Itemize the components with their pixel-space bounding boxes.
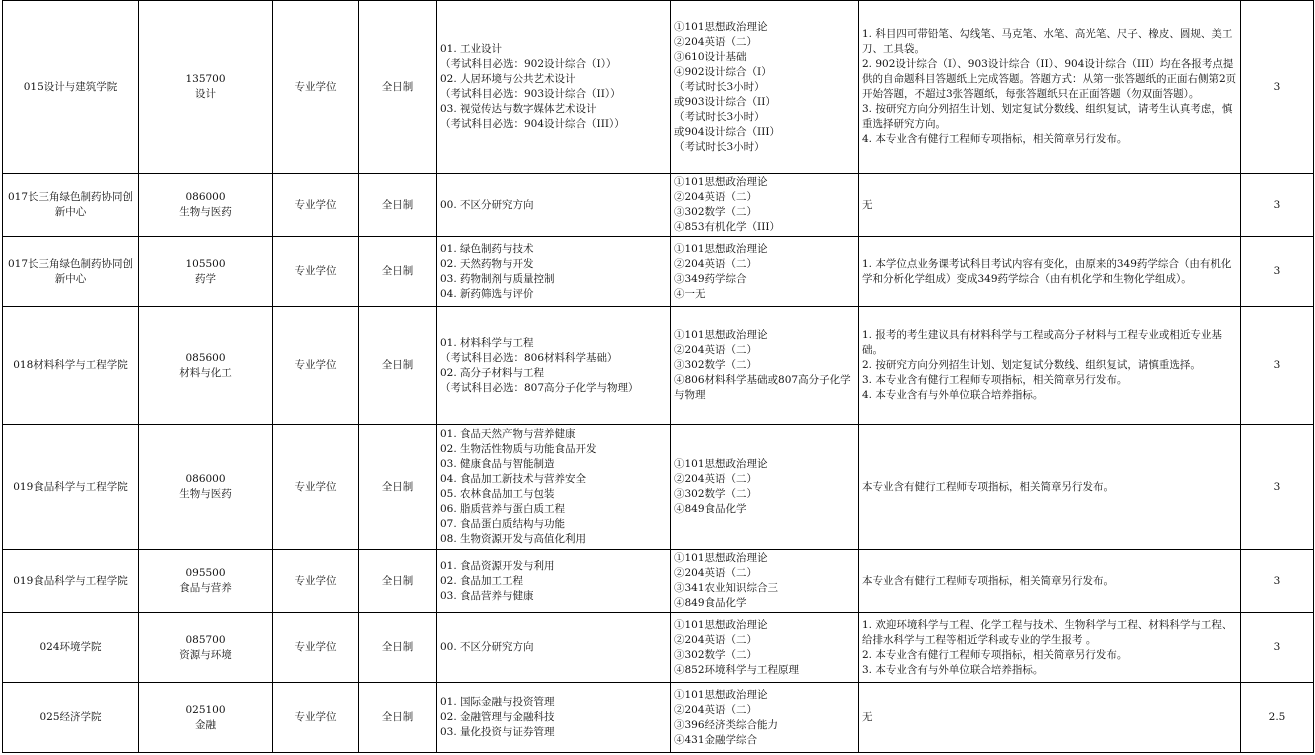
remark-item: 3. 按研究方向分列招生计划、划定复试分数线、组织复试，请考生认真考虑，慎重选择研究方向。 — [862, 103, 1233, 130]
study-mode: 全日制 — [381, 480, 414, 493]
exam-subject: ①101思想政治理论 — [674, 552, 768, 564]
study-years: 3 — [1273, 198, 1281, 211]
research-direction: 06. 脂质营养与蛋白质工程 — [440, 503, 566, 515]
table-body — [3, 1, 1314, 753]
college-cell — [3, 237, 139, 307]
college-cell — [3, 307, 139, 425]
table-row — [3, 1, 1314, 174]
major-cell — [139, 683, 273, 753]
research-directions-cell — [437, 425, 671, 550]
table-row — [3, 550, 1314, 613]
exam-subjects-cell — [671, 550, 859, 613]
exam-subjects-cell — [671, 307, 859, 425]
research-direction: 04. 食品加工新技术与营养安全 — [440, 473, 587, 485]
college-cell — [3, 550, 139, 613]
study-mode-cell — [359, 237, 437, 307]
degree-type: 专业学位 — [294, 80, 337, 93]
research-direction: 08. 生物资源开发与高值化利用 — [440, 533, 587, 545]
research-direction: 02. 天然药物与开发 — [440, 257, 534, 270]
research-direction: 00. 不区分研究方向 — [440, 641, 534, 653]
exam-subject: ③341农业知识综合三 — [674, 582, 779, 594]
study-years-cell — [1241, 550, 1314, 613]
exam-subject: ②204英语（二） — [674, 633, 758, 646]
exam-subject: ④852环境科学与工程原理 — [674, 663, 800, 676]
study-mode-cell — [359, 1, 437, 174]
degree-type-cell — [273, 1, 359, 174]
college-name: 025经济学院 — [39, 711, 102, 723]
research-direction: 03. 量化投资与证券管理 — [440, 726, 555, 738]
exam-subject: ④一无 — [674, 287, 706, 300]
major-cell — [139, 425, 273, 550]
college-cell — [3, 1, 139, 174]
remarks-cell — [859, 425, 1241, 550]
exam-subject: ④806材料科学基础或807高分子化学与物理 — [674, 374, 851, 401]
exam-subject: ①101思想政治理论 — [674, 176, 768, 188]
table-row — [3, 237, 1314, 307]
research-direction: 02. 生物活性物质与功能食品开发 — [440, 443, 597, 455]
exam-subject: ②204英语（二） — [674, 191, 758, 203]
study-years-cell — [1241, 307, 1314, 425]
study-mode: 全日制 — [381, 711, 414, 723]
degree-type: 专业学位 — [294, 711, 337, 723]
research-direction: （考试科目必选：807高分子化学与物理） — [440, 381, 639, 394]
exam-subject: （考试时长3小时） — [674, 110, 765, 123]
college-cell — [3, 425, 139, 550]
table-row — [3, 683, 1314, 753]
research-directions-cell — [437, 613, 671, 683]
research-direction: 01. 工业设计 — [440, 43, 503, 55]
exam-subject: ②204英语（二） — [674, 567, 758, 579]
exam-subject: ③396经济类综合能力 — [674, 718, 779, 731]
college-name: 017长三角绿色制药协同创新中心 — [7, 257, 134, 285]
degree-type-cell — [273, 425, 359, 550]
research-directions-cell — [437, 174, 671, 237]
college-cell — [3, 174, 139, 237]
exam-subject: 或904设计综合（III） — [674, 125, 780, 138]
enrollment-table — [2, 0, 1314, 753]
major-cell — [139, 307, 273, 425]
degree-type: 专业学位 — [294, 574, 337, 587]
exam-subjects-cell — [671, 683, 859, 753]
study-mode-cell — [359, 425, 437, 550]
study-years-cell — [1241, 237, 1314, 307]
major-code: 095500 — [185, 567, 226, 579]
exam-subject: ①101思想政治理论 — [674, 329, 768, 341]
study-years: 3 — [1273, 480, 1281, 493]
research-direction: 00. 不区分研究方向 — [440, 198, 534, 211]
research-directions-cell — [437, 1, 671, 174]
research-directions-cell — [437, 550, 671, 613]
study-years-cell — [1241, 613, 1314, 683]
exam-subject: ③610设计基础 — [674, 50, 747, 63]
table-row — [3, 613, 1314, 683]
exam-subject: ①101思想政治理论 — [674, 242, 768, 255]
exam-subject: ②204英语（二） — [674, 35, 758, 48]
major-name: 药学 — [195, 272, 216, 285]
study-mode: 全日制 — [381, 198, 414, 211]
degree-type: 专业学位 — [294, 265, 337, 277]
remark-item: 本专业含有健行工程师专项指标，相关简章另行发布。 — [862, 574, 1114, 587]
degree-type-cell — [273, 237, 359, 307]
exam-subject: ③302数学（二） — [674, 648, 758, 661]
remark-item: 无 — [862, 711, 873, 723]
exam-subject: 或903设计综合（II） — [674, 95, 776, 108]
degree-type: 专业学位 — [294, 641, 337, 653]
college-name: 017长三角绿色制药协同创新中心 — [7, 191, 134, 218]
study-years-cell — [1241, 425, 1314, 550]
study-mode-cell — [359, 683, 437, 753]
research-direction: 05. 农林食品加工与包装 — [440, 488, 555, 500]
college-cell — [3, 683, 139, 753]
study-mode: 全日制 — [381, 359, 414, 371]
study-mode: 全日制 — [381, 265, 414, 277]
remark-item: 2. 本专业含有健行工程师专项指标，相关简章另行发布。 — [862, 648, 1128, 661]
research-direction: 03. 食品营养与健康 — [440, 589, 534, 602]
table-row — [3, 425, 1314, 550]
college-name: 015设计与建筑学院 — [23, 80, 118, 93]
research-direction: 02. 金融管理与金融科技 — [440, 711, 555, 723]
degree-type-cell — [273, 307, 359, 425]
exam-subject: （考试时长3小时） — [674, 140, 765, 153]
exam-subject: ①101思想政治理论 — [674, 458, 768, 470]
research-direction: （考试科目必选：904设计综合（III）） — [440, 118, 625, 130]
degree-type-cell — [273, 613, 359, 683]
degree-type-cell — [273, 174, 359, 237]
college-name: 024环境学院 — [39, 641, 102, 653]
remark-item: 4. 本专业含有健行工程师专项指标，相关简章另行发布。 — [862, 133, 1128, 145]
major-code: 086000 — [185, 473, 226, 485]
research-direction: 01. 国际金融与投资管理 — [440, 696, 555, 708]
study-mode-cell — [359, 174, 437, 237]
exam-subject: ③302数学（二） — [674, 359, 758, 371]
research-direction: 02. 高分子材料与工程 — [440, 366, 545, 379]
major-code: 085600 — [185, 351, 226, 364]
remark-item: 3. 本专业含有健行工程师专项指标，相关简章另行发布。 — [862, 374, 1128, 386]
research-direction: 02. 人居环境与公共艺术设计 — [440, 73, 576, 85]
remarks-cell — [859, 307, 1241, 425]
study-years: 3 — [1273, 265, 1281, 277]
degree-type: 专业学位 — [294, 198, 337, 211]
exam-subject: ①101思想政治理论 — [674, 20, 768, 33]
exam-subjects-cell — [671, 613, 859, 683]
major-name: 生物与医药 — [179, 206, 232, 218]
college-name: 019食品科学与工程学院 — [13, 574, 128, 587]
exam-subjects-cell — [671, 237, 859, 307]
research-direction: （考试科目必选：902设计综合（I）） — [440, 58, 617, 70]
research-directions-cell — [437, 307, 671, 425]
remark-item: 本专业含有健行工程师专项指标，相关简章另行发布。 — [862, 480, 1114, 493]
research-direction: 01. 食品天然产物与营养健康 — [440, 428, 576, 440]
college-name: 019食品科学与工程学院 — [13, 480, 128, 493]
research-direction: （考试科目必选：806材料科学基础） — [440, 351, 618, 364]
exam-subject: ④849食品化学 — [674, 503, 747, 515]
remarks-cell — [859, 550, 1241, 613]
remark-item: 3. 本专业含有与外单位联合培养指标。 — [862, 663, 1044, 676]
exam-subject: ①101思想政治理论 — [674, 688, 768, 701]
remarks-cell — [859, 174, 1241, 237]
major-code: 105500 — [185, 257, 226, 270]
study-years-cell — [1241, 1, 1314, 174]
remark-item: 2. 902设计综合（I）、903设计综合（II）、904设计综合（III）均在各报考点提供的自命题科目答题纸上完成答题。答题方式：从第一张答题纸的正面右侧第2页开始答题，不超过3张答题纸，每张答题纸只在正面答题（勿双面答题）。 — [862, 58, 1237, 100]
exam-subjects-cell — [671, 1, 859, 174]
exam-subject: ①101思想政治理论 — [674, 618, 768, 631]
research-direction: 01. 食品资源开发与利用 — [440, 559, 555, 572]
major-code: 086000 — [185, 191, 226, 203]
research-direction: 04. 新药筛选与评价 — [440, 287, 534, 300]
major-cell — [139, 174, 273, 237]
study-years-cell — [1241, 683, 1314, 753]
exam-subject: ④902设计综合（I） — [674, 65, 772, 78]
remarks-cell — [859, 613, 1241, 683]
remark-item: 1. 报考的考生建议具有材料科学与工程或高分子材料与工程专业或相近专业基础。 — [862, 329, 1222, 356]
study-years-cell — [1241, 174, 1314, 237]
major-cell — [139, 237, 273, 307]
study-years: 3 — [1273, 574, 1281, 587]
exam-subject: ③349药学综合 — [674, 272, 747, 285]
major-cell — [139, 550, 273, 613]
major-cell — [139, 1, 273, 174]
research-direction: 01. 材料科学与工程 — [440, 336, 534, 349]
exam-subject: ④853有机化学（III） — [674, 221, 780, 233]
major-cell — [139, 613, 273, 683]
major-name: 金融 — [195, 718, 216, 731]
major-code: 085700 — [185, 633, 226, 646]
remarks-cell — [859, 237, 1241, 307]
research-direction: 03. 药物制剂与质量控制 — [440, 272, 555, 285]
college-cell — [3, 613, 139, 683]
table-row — [3, 307, 1314, 425]
remark-item: 2. 按研究方向分列招生计划、划定复试分数线、组织复试，请慎重选择。 — [862, 359, 1201, 371]
study-mode: 全日制 — [381, 574, 414, 587]
college-name: 018材料科学与工程学院 — [13, 359, 128, 371]
research-direction: 01. 绿色制药与技术 — [440, 242, 534, 255]
study-years: 3 — [1273, 359, 1281, 371]
study-years: 2.5 — [1268, 711, 1286, 723]
major-name: 设计 — [195, 88, 216, 100]
exam-subjects-cell — [671, 425, 859, 550]
exam-subject: ③302数学（二） — [674, 488, 758, 500]
remark-item: 1. 科目四可带铅笔、勾线笔、马克笔、水笔、高光笔、尺子、橡皮、圆规、美工刀、工具袋。 — [862, 28, 1233, 55]
remarks-cell — [859, 683, 1241, 753]
research-direction: 07. 食品蛋白质结构与功能 — [440, 518, 566, 530]
major-name: 生物与医药 — [179, 488, 232, 500]
major-code: 135700 — [185, 73, 226, 85]
research-direction: 03. 健康食品与智能制造 — [440, 458, 555, 470]
major-code: 025100 — [185, 703, 226, 716]
table-row — [3, 174, 1314, 237]
exam-subject: ②204英语（二） — [674, 344, 758, 356]
degree-type: 专业学位 — [294, 359, 337, 371]
exam-subject: ②204英语（二） — [674, 703, 758, 716]
research-directions-cell — [437, 237, 671, 307]
remark-item: 1. 欢迎环境科学与工程、化学工程与技术、生物科学与工程、材料科学与工程、给排水科学与工程等相近学科或专业的学生报考 。 — [862, 618, 1233, 646]
exam-subject: ④849食品化学 — [674, 597, 747, 609]
remarks-cell — [859, 1, 1241, 174]
study-mode: 全日制 — [381, 641, 414, 653]
major-name: 资源与环境 — [179, 648, 232, 661]
major-name: 材料与化工 — [179, 366, 232, 379]
research-direction: 02. 食品加工工程 — [440, 574, 524, 587]
degree-type-cell — [273, 550, 359, 613]
exam-subject: （考试时长3小时） — [674, 80, 765, 93]
exam-subjects-cell — [671, 174, 859, 237]
research-directions-cell — [437, 683, 671, 753]
study-years: 3 — [1273, 641, 1281, 653]
study-years: 3 — [1273, 80, 1281, 93]
exam-subject: ④431金融学综合 — [674, 733, 758, 746]
degree-type-cell — [273, 683, 359, 753]
study-mode: 全日制 — [381, 80, 414, 93]
exam-subject: ③302数学（二） — [674, 206, 758, 218]
exam-subject: ②204英语（二） — [674, 257, 758, 270]
study-mode-cell — [359, 307, 437, 425]
study-mode-cell — [359, 550, 437, 613]
exam-subject: ②204英语（二） — [674, 473, 758, 485]
remark-item: 4. 本专业含有与外单位联合培养指标。 — [862, 389, 1044, 401]
study-mode-cell — [359, 613, 437, 683]
research-direction: （考试科目必选：903设计综合（II）） — [440, 88, 621, 100]
degree-type: 专业学位 — [294, 480, 337, 493]
remark-item: 无 — [862, 198, 873, 211]
major-name: 食品与营养 — [179, 582, 232, 594]
remark-item: 1. 本学位点业务课考试科目考试内容有变化，由原来的349药学综合（由有机化学和分析化学组成）变成349药学综合（由有机化学和生物化学组成）。 — [862, 257, 1232, 285]
research-direction: 03. 视觉传达与数字媒体艺术设计 — [440, 103, 597, 115]
